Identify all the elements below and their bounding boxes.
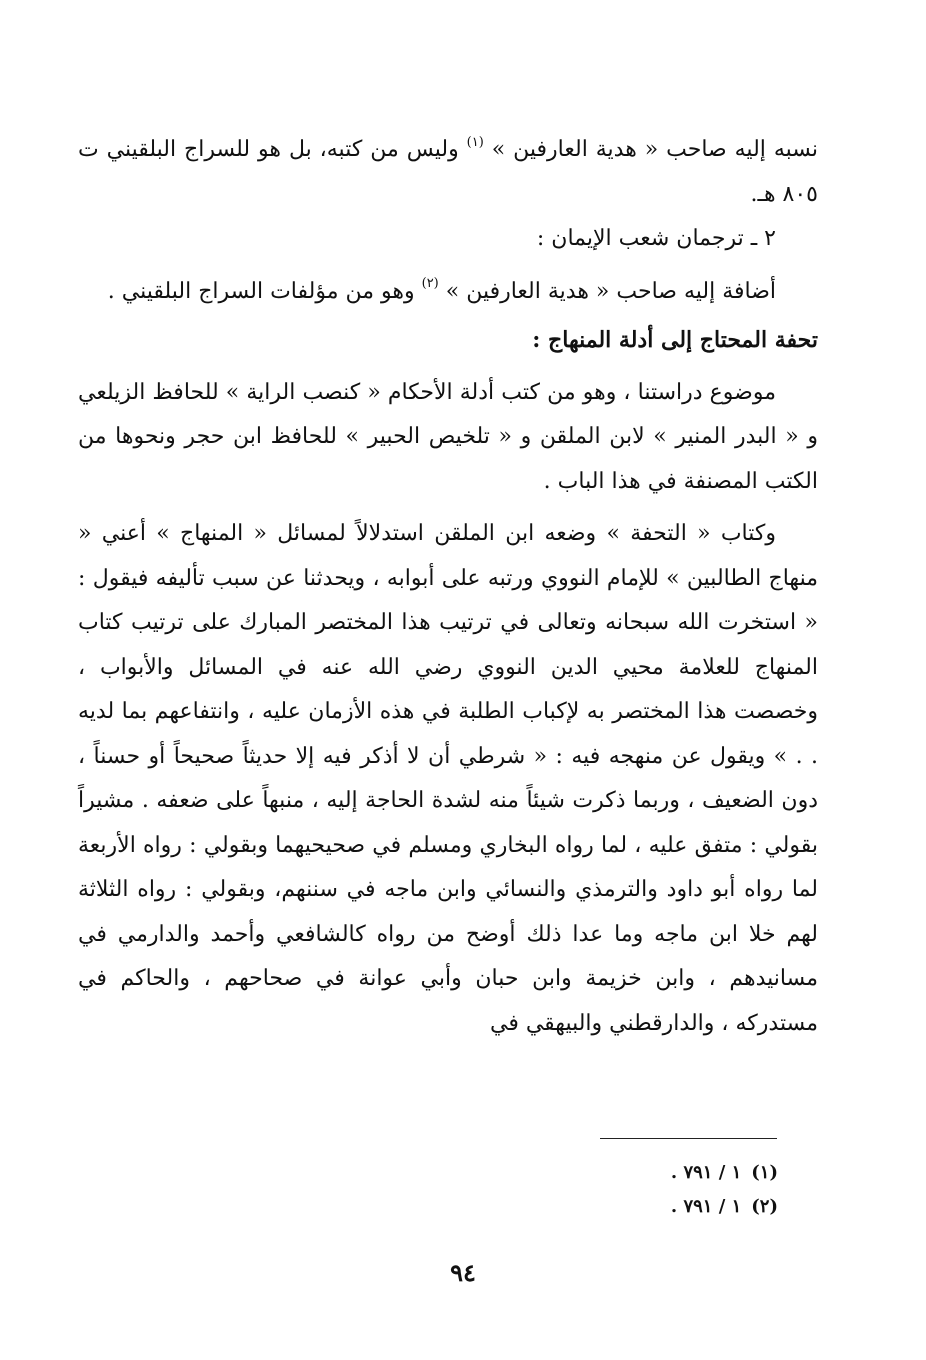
paragraph-1 xyxy=(78,128,818,217)
paragraph-3: موضوع دراستنا ، وهو من كتب أدلة الأحكام « كنصب الراية » للحافظ الزيلعي و « البدر المنير » لابن الملقن و « تلخيص الحبير » للحافظ ابن حجر ونحوها من الكتب المصنفة في هذا الباب . xyxy=(78,379,818,494)
page-body xyxy=(78,128,818,1046)
section-heading: تحفة المحتاج إلى أدلة المنهاج : xyxy=(532,327,818,353)
footnote-separator xyxy=(600,1138,777,1139)
paragraph-2 xyxy=(78,270,818,315)
footnote-marker: (١) xyxy=(751,1162,778,1183)
page-number: ٩٤ xyxy=(450,1258,476,1287)
paragraph-2-text-rest: وهو من مؤلفات السراج البلقيني . xyxy=(107,278,415,304)
paragraph-2-text: أضافة إليه صاحب « هدية العارفين » xyxy=(445,278,776,304)
paragraph-1-text: نسبه إليه صاحب « هدية العارفين » xyxy=(491,137,819,162)
footnote-text: ١ / ٧٩١ . xyxy=(670,1196,742,1217)
footnote-text: ١ / ٧٩١ . xyxy=(670,1162,742,1183)
footnote-2 xyxy=(671,1190,778,1224)
list-item-2: ٢ ـ ترجمان شعب الإيمان : xyxy=(536,226,776,251)
paragraph-1-text-rest: وليس من كتبه، بل هو للسراج البلقيني ت ٨٠٥ هـ. xyxy=(78,137,818,207)
footnote-ref-1: (١) xyxy=(466,134,484,150)
footnote-marker: (٢) xyxy=(751,1196,778,1217)
footnote-ref-2: (٢) xyxy=(421,276,439,292)
footnote-1 xyxy=(671,1156,778,1190)
paragraph-4: وكتاب « التحفة » وضعه ابن الملقن استدلالاً لمسائل « المنهاج » أعني « منهاج الطالبين » للإمام النووي ورتبه على أبوابه ، ويحدثنا عن سبب تأليفه فيقول : « استخرت الله سبحانه وتعالى في ترتيب هذا المختصر المبارك على ترتيب كتاب المنهاج للعلامة محيي الدين النووي رضي الله عنه في المسائل والأبواب ، وخصصت هذا المختصر به لإكباب الطلبة في هذه الأزمان عليه ، وانتفاعهم بما لديه . . » ويقول عن منهجه فيه : « شرطي أن لا أذكر فيه إلا حديثاً صحيحاً أو حسناً ، دون الضعيف ، وربما ذكرت شيئاً منه لشدة الحاجة إليه ، منبهاً على ضعفه . مشيراً بقولي : متفق عليه ، لما رواه البخاري ومسلم في صحيحيهما وبقولي : رواه الأربعة لما رواه أبو داود والترمذي والنسائي وابن ماجه في سننهم، وبقولي : رواه الثلاثة لهم خلا ابن ماجه وما عدا ذلك أوضح من رواه كالشافعي وأحمد والدارمي في مسانيدهم ، وابن خزيمة وابن حبان وأبي عوانة في صحاحهم ، والحاكم في مستدركه ، والدارقطني والبيهقي في xyxy=(78,521,818,1036)
footnotes xyxy=(671,1156,778,1224)
